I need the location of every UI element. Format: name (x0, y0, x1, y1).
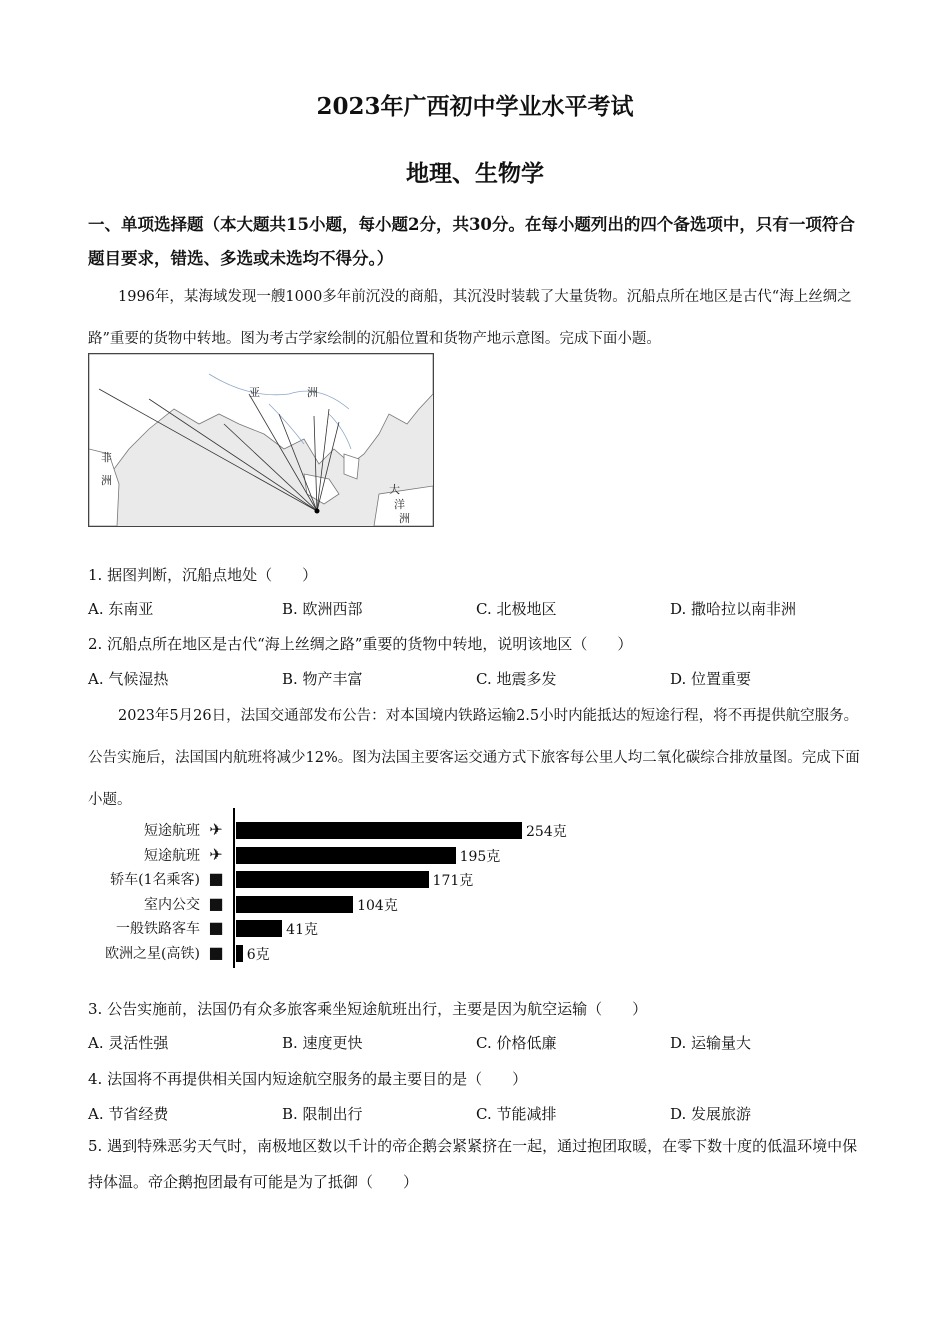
question-1-stem: 1. 据图判断，沉船点地处（ ） (88, 566, 318, 584)
car-icon: ■ (208, 869, 224, 888)
map-label-asia-2: 洲 (307, 386, 318, 399)
question-2-option-d: D. 位置重要 (670, 670, 752, 688)
chart-category-label: 轿车(1名乘客) (110, 872, 200, 888)
shipwreck-map (88, 353, 434, 527)
question-1-option-b: B. 欧洲西部 (282, 600, 363, 618)
question-3-option-b: B. 速度更快 (282, 1034, 363, 1052)
page-subtitle: 地理、生物学 (406, 160, 544, 187)
question-2-option-a: A. 气候湿热 (88, 670, 169, 688)
train-icon: ■ (208, 918, 224, 937)
map-label-oceania-1: 大 (389, 483, 400, 496)
chart-bar (236, 920, 282, 937)
chart-bar (236, 847, 456, 864)
chart-value-label: 6克 (246, 946, 270, 963)
passage-1: 1996年，某海域发现一艘1000多年前沉没的商船，其沉没时装载了大量货物。沉船点所在地区是古代“海上丝绸之路”重要的货物中转地。图为考古学家绘制的沉船位置和货物产地示意图。完成下面小题。 (88, 289, 852, 347)
plane-icon: ✈ (209, 820, 223, 839)
question-3-option-d: D. 运输量大 (670, 1034, 752, 1052)
chart-value-label: 254克 (526, 824, 567, 840)
chart-bar (236, 896, 353, 913)
shipwreck-point-icon (315, 509, 320, 514)
question-1-option-c: C. 北极地区 (476, 600, 557, 618)
question-4-option-b: B. 限制出行 (282, 1105, 363, 1123)
question-4-option-a: A. 节省经费 (88, 1105, 169, 1123)
question-4-stem: 4. 法国将不再提供相关国内短途航空服务的最主要目的是（ ） (88, 1070, 528, 1088)
chart-category-label: 一般铁路客车 (116, 921, 200, 937)
chart-value-label: 195克 (459, 848, 501, 865)
chart-value-label: 171克 (432, 873, 474, 889)
chart-bar (236, 945, 243, 962)
question-1-option-d: D. 撒哈拉以南非洲 (670, 600, 797, 618)
question-4-option-c: C. 节能减排 (476, 1105, 557, 1123)
map-label-asia-1: 亚 (249, 386, 260, 399)
chart-category-label: 室内公交 (144, 896, 200, 913)
question-2-option-c: C. 地震多发 (476, 670, 557, 688)
chart-axis (233, 808, 235, 968)
question-2-stem: 2. 沉船点所在地区是古代“海上丝绸之路”重要的货物中转地，说明该地区（ ） (88, 635, 633, 653)
passage-2: 2023年5月26日，法国交通部发布公告：对本国境内铁路运输2.5小时内能抵达的短途行程，将不再提供航空服务。公告实施后，法国国内航班将减少12%。图为法国主要客运交通方式下旅客每公里人均二氧化碳综合排放量图。完成下面小题。 (88, 708, 860, 808)
chart-bar (236, 871, 429, 888)
question-2-option-b: B. 物产丰富 (282, 670, 363, 688)
map-label-oceania-2: 洋 (394, 498, 405, 511)
question-5-stem: 5. 遇到特殊恶劣天气时，南极地区数以千计的帝企鹅会紧紧挤在一起，通过抱团取暖，在零下数十度的低温环境中保持体温。帝企鹅抱团最有可能是为了抵御（ ） (88, 1137, 858, 1191)
question-3-stem: 3. 公告实施前，法国仍有众多旅客乘坐短途航班出行，主要是因为航空运输（ ） (88, 1000, 648, 1018)
chart-bar (236, 822, 522, 839)
question-4-option-d: D. 发展旅游 (670, 1105, 752, 1123)
question-3-option-c: C. 价格低廉 (476, 1034, 557, 1052)
chart-value-label: 104克 (357, 897, 398, 914)
chart-value-label: 41克 (286, 922, 318, 938)
section-heading: 一、单项选择题（本大题共15小题，每小题2分，共30分。在每小题列出的四个备选项中，只有一项符合题目要求，错选、多选或未选均不得分。） (88, 215, 855, 268)
chart-category-label: 短途航班 (144, 847, 200, 864)
question-3-option-a: A. 灵活性强 (88, 1034, 169, 1052)
map-label-africa-1: 非 (101, 451, 112, 464)
map-label-africa-2: 洲 (101, 474, 112, 487)
chart-category-label: 欧洲之星(高铁) (105, 945, 200, 962)
map-label-oceania-3: 洲 (399, 512, 410, 525)
question-1-option-a: A. 东南亚 (88, 600, 154, 618)
co2-emission-chart (86, 808, 606, 970)
page-title: 2023年广西初中学业水平考试 (316, 93, 634, 120)
map-graphic (89, 354, 433, 526)
bus-icon: ■ (208, 893, 224, 913)
chart-category-label: 短途航班 (144, 823, 200, 839)
plane-icon: ✈ (209, 844, 223, 864)
high-speed-train-icon: ■ (208, 942, 224, 962)
